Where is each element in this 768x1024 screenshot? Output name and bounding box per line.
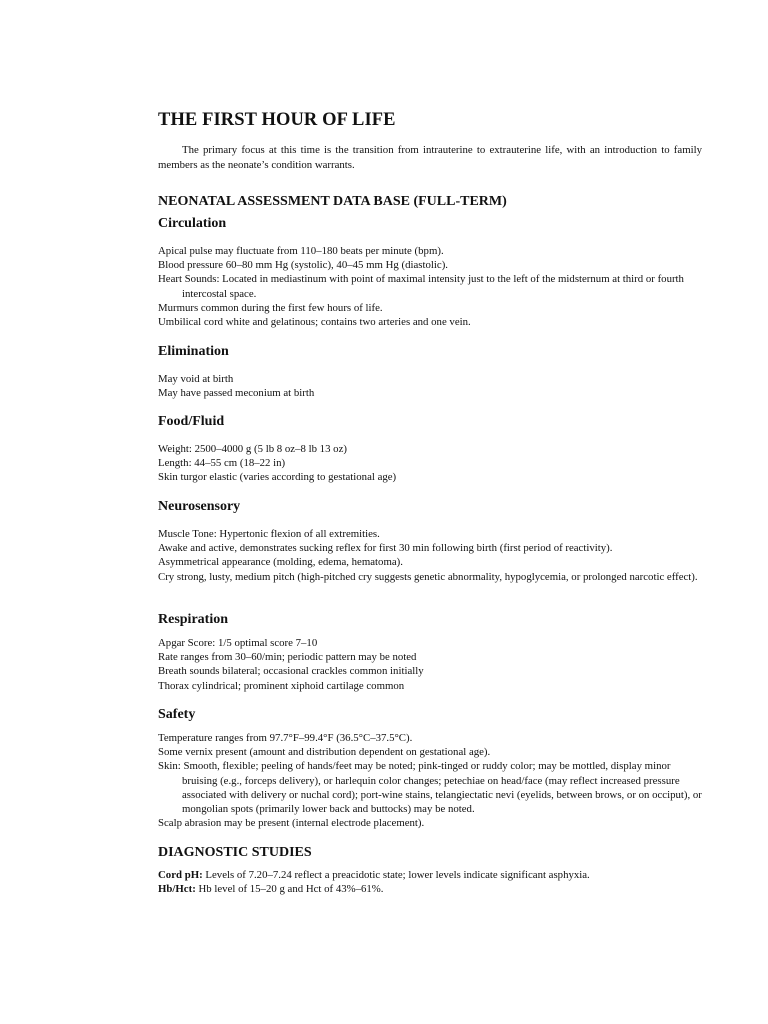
diagnostic-label: Cord pH: [158,869,203,881]
list-item: Umbilical cord white and gelatinous; contains two arteries and one vein. [158,316,471,329]
section-heading-elimination: Elimination [158,344,229,359]
intro-paragraph: The primary focus at this time is the transition from intrauterine to extrauterine life, with an introduction to family members as the neonate’s condition warrants. [158,144,702,171]
diagnostic-label: Hb/Hct: [158,883,196,896]
elimination-list [158,372,702,400]
diagnostic-text: Levels of 7.20–7.24 reflect a preacidotic state; lower levels indicate significant asphyxia. [202,869,590,881]
page-title: THE FIRST HOUR OF LIFE [158,110,396,130]
list-item: May void at birth [158,373,234,385]
section-heading-respiration: Respiration [158,612,228,627]
list-item: Rate ranges from 30–60/min; periodic pattern may be noted [158,651,417,664]
section-heading-circulation: Circulation [158,216,227,231]
list-item: Muscle Tone: Hypertonic flexion of all extremities. [158,528,380,540]
section-heading-neurosensory: Neurosensory [158,499,241,514]
section-heading-safety: Safety [158,707,196,722]
diagnostics-list [158,868,702,896]
diagnostic-heading: DIAGNOSTIC STUDIES [158,845,312,860]
list-item: Apgar Score: 1/5 optimal score 7–10 [158,637,318,649]
list-item: Awake and active, demonstrates sucking reflex for first 30 min following birth (first period of reactivity). [158,542,613,555]
respiration-list [158,636,702,693]
section-heading-food-fluid: Food/Fluid [158,414,225,429]
food-fluid-list [158,442,702,485]
list-item: Blood pressure 60–80 mm Hg (systolic), 40–45 mm Hg (diastolic). [158,259,448,272]
diagnostic-text: Hb level of 15–20 g and Hct of 43%–61%. [195,883,384,896]
list-item [158,882,702,896]
list-item: May have passed meconium at birth [158,387,315,400]
list-item: Cry strong, lusty, medium pitch (high-pitched cry suggests genetic abnormality, hypoglycemia, or prolonged narcotic effect). [158,570,698,583]
neurosensory-list [158,527,702,584]
list-item: Weight: 2500–4000 g (5 lb 8 oz–8 lb 13 oz) [158,443,347,455]
database-heading: NEONATAL ASSESSMENT DATA BASE (FULL-TERM) [158,194,507,209]
list-item: Scalp abrasion may be present (internal electrode placement). [158,817,425,830]
list-item: Thorax cylindrical; prominent xiphoid cartilage common [158,679,405,692]
list-item: Length: 44–55 cm (18–22 in) [158,457,286,470]
list-item: Breath sounds bilateral; occasional crackles common initially [158,665,424,678]
list-item: Heart Sounds: Located in mediastinum with point of maximal intensity just to the left of the midsternum at third or fourth intercostal space. [158,273,684,300]
list-item: Skin turgor elastic (varies according to gestational age) [158,471,397,484]
list-item: Murmurs common during the first few hours of life. [158,301,383,314]
safety-list [158,731,702,830]
list-item: Some vernix present (amount and distribution dependent on gestational age). [158,746,491,759]
list-item: Asymmetrical appearance (molding, edema, hematoma). [158,556,403,569]
list-item [158,868,702,882]
list-item: Skin: Smooth, flexible; peeling of hands/feet may be noted; pink-tinged or ruddy color; may be mottled, display minor bruising (e.g., forceps delivery), or harlequin color changes; petechiae on head/face (may reflect increased pressure associated with delivery or nuchal cord); port-wine stains, telangiectatic nevi (eyelids, between brows, or on occiput), or mongolian spots (primarily lower back and buttocks) may be noted. [158,760,702,816]
circulation-list [158,244,702,329]
list-item: Apical pulse may fluctuate from 110–180 beats per minute (bpm). [158,245,444,257]
list-item: Temperature ranges from 97.7°F–99.4°F (36.5°C–37.5°C). [158,732,413,744]
